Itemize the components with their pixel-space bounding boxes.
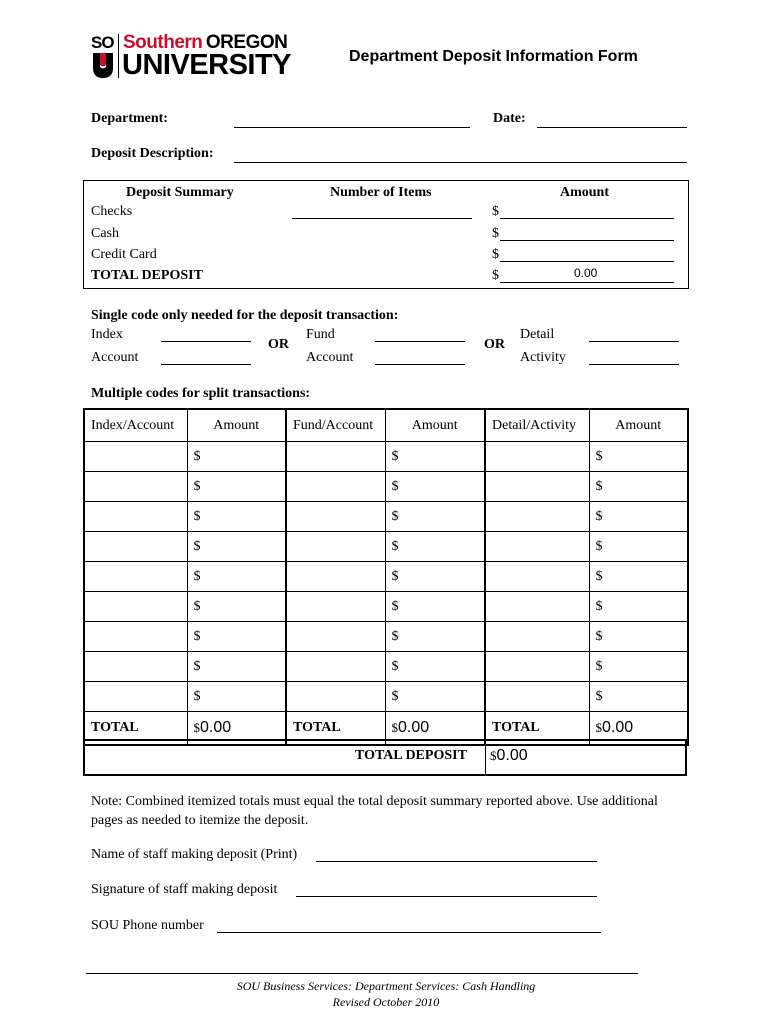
phone-field[interactable] <box>217 932 601 933</box>
amount-1-cell[interactable] <box>187 592 286 622</box>
table-header-row <box>84 409 688 442</box>
amount-1-cell[interactable] <box>187 502 286 532</box>
col-amount-2: Amount <box>385 409 485 442</box>
amount-3-cell[interactable] <box>589 472 688 502</box>
amount-2-cell[interactable] <box>385 682 485 712</box>
dollar-sign: $ <box>391 688 399 704</box>
summary-col-deposit-summary: Deposit Summary <box>126 185 234 200</box>
dollar-sign: $ <box>391 478 399 494</box>
dollar-sign: $ <box>391 568 399 584</box>
amount-1-cell[interactable] <box>187 622 286 652</box>
total-dollar-1: $ <box>193 720 200 735</box>
total-value-2: 0.00 <box>398 719 430 736</box>
summary-row-cash: Cash <box>91 226 119 241</box>
checks-amount-field[interactable] <box>500 218 674 219</box>
detail-activity-cell[interactable] <box>485 472 589 502</box>
dollar-sign: $ <box>193 448 201 464</box>
total-dollar-3: $ <box>595 720 602 735</box>
signature-field[interactable] <box>296 896 597 897</box>
table-row <box>84 682 688 712</box>
dollar-sign: $ <box>193 628 201 644</box>
fund-label: Fund <box>306 327 335 342</box>
fund-account-cell[interactable] <box>286 562 385 592</box>
staff-name-field[interactable] <box>316 861 597 862</box>
fund-account-cell[interactable] <box>286 592 385 622</box>
dollar-sign: $ <box>193 598 201 614</box>
col-fund-account: Fund/Account <box>286 409 385 442</box>
dollar-sign: $ <box>595 568 603 584</box>
description-label: Deposit Description: <box>91 146 214 161</box>
dollar-sign: $ <box>391 448 399 464</box>
logo-divider <box>118 34 119 78</box>
col-detail-activity: Detail/Activity <box>485 409 589 442</box>
checks-dollar: $ <box>492 204 499 219</box>
department-label: Department: <box>91 111 168 126</box>
fund-account-cell[interactable] <box>286 442 385 472</box>
or-label-2: OR <box>484 337 505 352</box>
logo-so-text: SO <box>91 33 114 52</box>
col-amount-1: Amount <box>187 409 286 442</box>
detail-field[interactable] <box>589 341 679 342</box>
dollar-sign: $ <box>595 688 603 704</box>
summary-row-total-deposit: TOTAL DEPOSIT <box>91 268 203 283</box>
dollar-sign: $ <box>391 658 399 674</box>
summary-col-number-of-items: Number of Items <box>330 185 432 200</box>
index-account-cell[interactable] <box>84 532 187 562</box>
index-account-cell[interactable] <box>84 442 187 472</box>
total-label-3: TOTAL <box>485 712 589 746</box>
amount-1-cell[interactable] <box>187 652 286 682</box>
staff-name-label: Name of staff making deposit (Print) <box>91 847 298 862</box>
fund-account-cell[interactable] <box>286 622 385 652</box>
dollar-sign: $ <box>391 598 399 614</box>
dollar-sign: $ <box>193 688 201 704</box>
amount-2-cell[interactable] <box>385 472 485 502</box>
single-code-heading: Single code only needed for the deposit transaction: <box>91 308 399 323</box>
amount-3-cell[interactable] <box>589 652 688 682</box>
dollar-sign: $ <box>595 478 603 494</box>
total-value-3: 0.00 <box>602 719 634 736</box>
detail-activity-cell[interactable] <box>485 622 589 652</box>
amount-2-cell[interactable] <box>385 652 485 682</box>
dollar-sign: $ <box>193 508 201 524</box>
amount-2-cell[interactable] <box>385 532 485 562</box>
total-deposit-amount[interactable] <box>490 747 528 765</box>
footer-rule <box>86 973 638 974</box>
fund-account-field[interactable] <box>375 364 465 365</box>
amount-1-cell[interactable] <box>187 472 286 502</box>
account-field[interactable] <box>161 364 251 365</box>
fund-field[interactable] <box>375 341 465 342</box>
page-title: Department Deposit Information Form <box>349 48 638 65</box>
date-field[interactable] <box>537 127 687 128</box>
logo-southern: Southern <box>123 32 203 53</box>
index-label: Index <box>91 327 123 342</box>
amount-2-cell[interactable] <box>385 442 485 472</box>
index-account-cell[interactable] <box>84 562 187 592</box>
amount-3-cell[interactable] <box>589 442 688 472</box>
dollar-sign: $ <box>595 538 603 554</box>
fund-account-cell[interactable] <box>286 682 385 712</box>
or-label-1: OR <box>268 337 289 352</box>
table-row <box>84 652 688 682</box>
detail-activity-cell[interactable] <box>485 442 589 472</box>
fund-account-cell[interactable] <box>286 532 385 562</box>
dollar-sign: $ <box>595 598 603 614</box>
footer-line-2: Revised October 2010 <box>332 995 440 1009</box>
table-row <box>84 502 688 532</box>
amount-3-cell[interactable] <box>589 532 688 562</box>
activity-label: Activity <box>520 350 566 365</box>
summary-total-value: 0.00 <box>574 266 598 280</box>
index-account-cell[interactable] <box>84 622 187 652</box>
logo-university: UNIVERSITY <box>122 49 292 81</box>
logo-oregon: OREGON <box>205 32 288 53</box>
detail-activity-cell[interactable] <box>485 652 589 682</box>
detail-activity-cell[interactable] <box>485 502 589 532</box>
detail-activity-cell[interactable] <box>485 562 589 592</box>
multi-code-heading: Multiple codes for split transactions: <box>91 386 311 401</box>
dollar-sign: $ <box>595 628 603 644</box>
amount-3-cell[interactable] <box>589 592 688 622</box>
fund-account-label: Account <box>306 350 354 365</box>
amount-2-cell[interactable] <box>385 502 485 532</box>
amount-2-cell[interactable] <box>385 592 485 622</box>
fund-account-cell[interactable] <box>286 472 385 502</box>
amount-2-cell[interactable] <box>385 562 485 592</box>
amount-2-cell[interactable] <box>385 622 485 652</box>
footer-line-1: SOU Business Services: Department Services: Cash Handling <box>236 979 536 993</box>
index-account-cell[interactable] <box>84 652 187 682</box>
dollar-sign: $ <box>193 538 201 554</box>
dollar-sign: $ <box>391 628 399 644</box>
total-label-2: TOTAL <box>286 712 385 746</box>
description-field[interactable] <box>234 162 687 163</box>
total-label-1: TOTAL <box>84 712 187 746</box>
index-account-cell[interactable] <box>84 682 187 712</box>
amount-3-cell[interactable] <box>589 562 688 592</box>
credit-card-amount-field[interactable] <box>500 261 674 262</box>
index-account-cell[interactable] <box>84 592 187 622</box>
table-row <box>84 442 688 472</box>
dollar-sign: $ <box>193 658 201 674</box>
detail-label: Detail <box>520 327 555 342</box>
index-field[interactable] <box>161 341 251 342</box>
detail-activity-cell[interactable] <box>485 682 589 712</box>
table-row <box>84 622 688 652</box>
dollar-sign: $ <box>595 508 603 524</box>
account-label: Account <box>91 350 139 365</box>
signature-label: Signature of staff making deposit <box>91 882 278 897</box>
table-row <box>84 562 688 592</box>
dollar-sign: $ <box>391 508 399 524</box>
total-dollar-2: $ <box>391 720 398 735</box>
total-value-1: 0.00 <box>200 719 232 736</box>
amount-1-cell[interactable] <box>187 442 286 472</box>
total-deposit-label: TOTAL DEPOSIT <box>355 748 467 763</box>
cash-dollar: $ <box>492 226 499 241</box>
index-account-cell[interactable] <box>84 502 187 532</box>
total-deposit-amount-field[interactable] <box>500 282 674 283</box>
col-index-account: Index/Account <box>84 409 187 442</box>
logo-u-mark-icon <box>91 53 115 79</box>
cash-amount-field[interactable] <box>500 240 674 241</box>
dollar-sign: $ <box>193 478 201 494</box>
amount-3-cell[interactable] <box>589 502 688 532</box>
total-deposit-dollar: $ <box>492 268 499 283</box>
total-deposit-divider <box>485 741 486 774</box>
amount-1-cell[interactable] <box>187 682 286 712</box>
amount-1-cell[interactable] <box>187 532 286 562</box>
summary-row-credit-card: Credit Card <box>91 247 157 262</box>
detail-activity-cell[interactable] <box>485 592 589 622</box>
amount-1-cell[interactable] <box>187 562 286 592</box>
table-row <box>84 532 688 562</box>
department-field[interactable] <box>234 127 470 128</box>
dollar-sign: $ <box>391 538 399 554</box>
dollar-sign: $ <box>193 568 201 584</box>
amount-3-cell[interactable] <box>589 682 688 712</box>
total-deposit-dollar-sign: $ <box>490 748 497 763</box>
table-row <box>84 472 688 502</box>
index-account-cell[interactable] <box>84 472 187 502</box>
credit-card-dollar: $ <box>492 247 499 262</box>
fund-account-cell[interactable] <box>286 502 385 532</box>
date-label: Date: <box>493 111 526 126</box>
checks-items-field[interactable] <box>292 218 472 219</box>
split-transactions-table <box>83 408 689 746</box>
note-text: Note: Combined itemized totals must equal the total deposit summary reported above. Use additional pages as needed to itemize the deposit. <box>91 794 658 828</box>
amount-3-cell[interactable] <box>589 622 688 652</box>
total-deposit-row <box>83 739 687 776</box>
detail-activity-cell[interactable] <box>485 532 589 562</box>
summary-row-checks: Checks <box>91 204 133 219</box>
col-amount-3: Amount <box>589 409 688 442</box>
summary-col-amount: Amount <box>560 185 610 200</box>
dollar-sign: $ <box>595 448 603 464</box>
dollar-sign: $ <box>595 658 603 674</box>
total-deposit-value: 0.00 <box>496 747 528 764</box>
fund-account-cell[interactable] <box>286 652 385 682</box>
activity-field[interactable] <box>589 364 679 365</box>
table-row <box>84 592 688 622</box>
phone-label: SOU Phone number <box>91 918 204 933</box>
